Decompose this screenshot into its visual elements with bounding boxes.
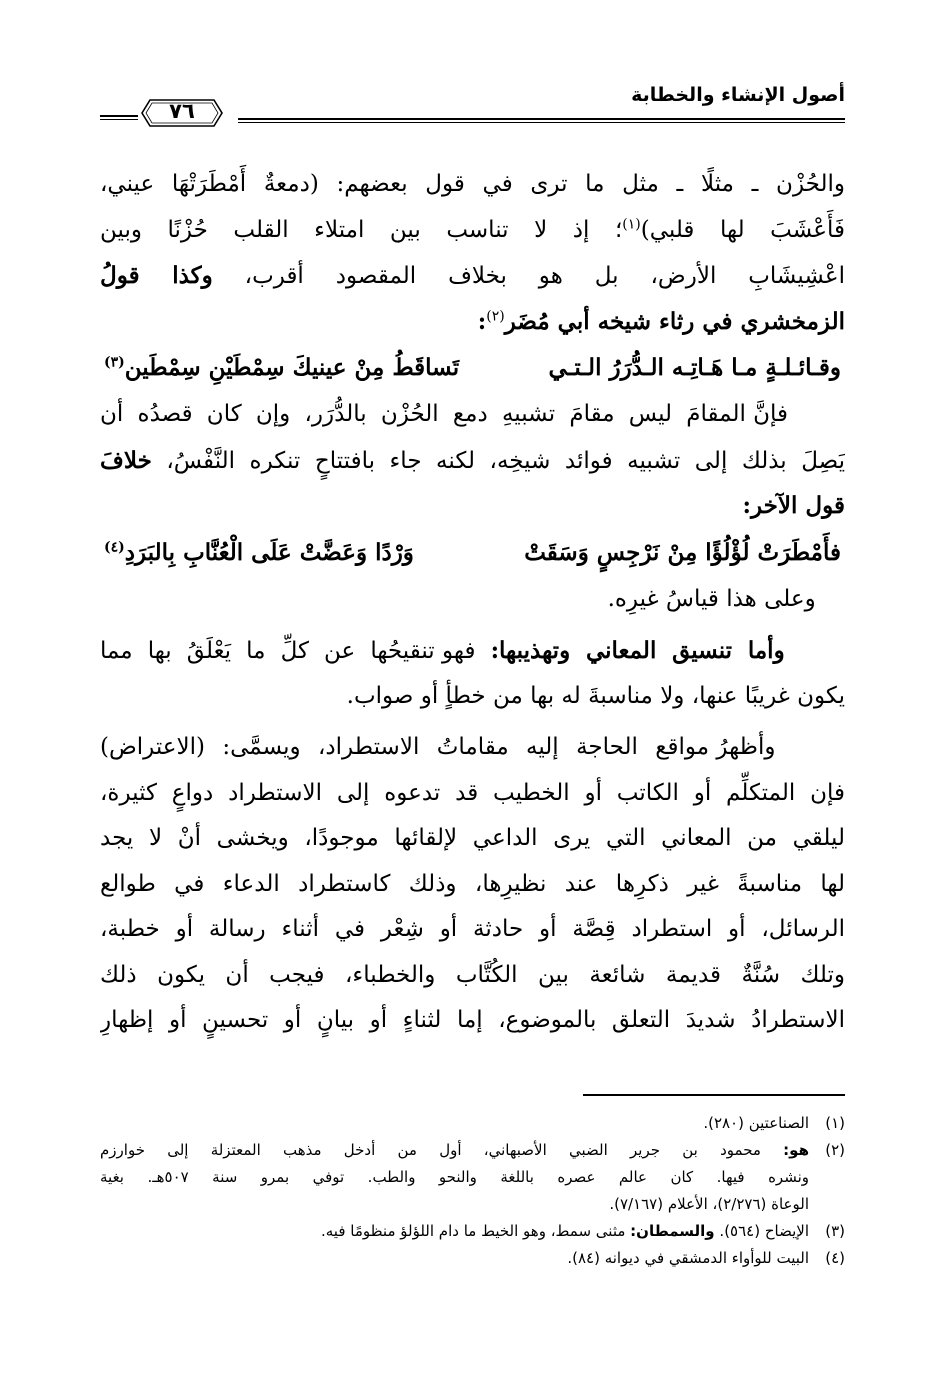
text-line: الزمخشري في رثاء شيخه أبي مُضَر$^{(٢)}$: bbox=[477, 307, 845, 335]
header-rule-left bbox=[100, 115, 138, 120]
verse-first-hemistich: وقـائـلـةٍ مـا هَـاتِـه الـدُّرَرُ الـتـي bbox=[548, 354, 841, 381]
text-line: والحُزْن ـ مثلًا ـ مثل ما ترى في قول بعضهم: (دمعةٌ أَمْطَرَتْهَا عيني، bbox=[100, 171, 845, 197]
running-title: أصول الإنشاء والخطابة bbox=[631, 84, 845, 106]
footnote-ref: (٣) bbox=[104, 354, 125, 371]
text-line: يَصِلَ بذلك إلى تشبيه فوائد شيخِه، لكنه جاء بافتتاحٍ تنكره النَّفْسُ، خلافَ bbox=[100, 446, 845, 474]
verse-second-hemistich: تَساقَطُ مِنْ عينيكَ سِمْطَيْنِ سِمْطَين$^{(٣)}$ bbox=[104, 354, 460, 381]
page-number: ٧٦ bbox=[169, 99, 195, 123]
footnote-2: (٢) هو: محمود بن جرير الضبي الأصبهاني، أول من أدخل مذهب المعتزلة إلى خوارزم ونشره فيها. كان عالم عصره باللغة والنحو والطب. توفي بمرو سنة ٥٠٧هـ. بغية الوعاة (٢/٢٧٦)، الأعلام (٧/١٦٧). bbox=[100, 1141, 845, 1213]
header-rule bbox=[238, 118, 845, 123]
text-line: لها مناسبةً غير ذكرِها عند نظيرِها، وذلك كاستطراد الدعاء في طوالع bbox=[100, 870, 845, 897]
text-line: فَأَعْشَبَ لها قلبي)$^{(١)}$؛ إذ لا تناسب بين امتلاء القلب حُزْنًا وبين bbox=[100, 215, 845, 243]
verse-line bbox=[100, 529, 845, 577]
text-line: وأظهرُ مواقع الحاجة إليه مقاماتُ الاستطراد، ويسمَّى: (الاعتراض) bbox=[100, 734, 776, 760]
footnote-ref: (٤) bbox=[104, 538, 125, 555]
text-line: وأما تنسيق المعاني وتهذيبها: فهو تنقيحُها عن كلِّ ما يَعْلَقُ بها مما bbox=[100, 637, 785, 664]
text-line: ليلقي من المعاني التي يرى الداعي لإلقائها موجودًا، ويخشى أنْ لا يجد bbox=[100, 825, 845, 851]
main-text bbox=[100, 162, 845, 1044]
page-number-badge bbox=[140, 96, 224, 130]
text-line: فإن المتكلِّم أو الكاتب أو الخطيب قد تدعوه إلى الاستطراد دواعٍ كثيرة، bbox=[100, 779, 845, 806]
text-line: قول الآخر: bbox=[742, 492, 845, 519]
footnote-ref: (١) bbox=[622, 215, 641, 232]
page-header bbox=[100, 78, 845, 130]
footnote-3: (٣) الإيضاح (٥٦٤). والسمطان: مثنى سمط، وهو الخيط ما دام اللؤلؤ منظومًا فيه. bbox=[321, 1222, 845, 1240]
footnote-separator bbox=[583, 1094, 845, 1096]
verse-second-hemistich: وَرْدًا وَعَضَّتْ عَلَى الْعُنَّابِ بِالبَرَدِ$^{(٤)}$ bbox=[104, 538, 414, 566]
text-line: يكون غريبًا عنها، ولا مناسبةَ له بها من خطأٍ أو صواب. bbox=[346, 682, 845, 709]
verse-first-hemistich: فأَمْطَرَتْ لُؤْلُؤًا مِنْ نَرْجِسٍ وَسَقَتْ bbox=[524, 538, 841, 566]
text-line: وتلك سُنَّةٌ قديمة شائعة بين الكُتَّاب والخطباء، فيجب أن يكون ذلك bbox=[100, 961, 845, 988]
text-line: الرسائل، أو استطراد قِصَّة أو حادثة أو شِعْر في أثناء رسالة أو خطبة، bbox=[100, 916, 845, 942]
footnote-ref: (٢) bbox=[486, 307, 505, 324]
text-line: اعْشِيشَابِ الأرض، بل هو بخلاف المقصود أقرب، وكذا قولُ bbox=[100, 262, 845, 289]
text-line: فإنَّ المقامَ ليس مقامَ تشبيهِ دمع الحُزْن بالدُّرَر، وإن كان قصدُه أن bbox=[100, 401, 789, 427]
footnote-1: (١) الصناعتين (٢٨٠). bbox=[703, 1114, 845, 1132]
footnote-4: (٤) البيت للوأواء الدمشقي في ديوانه (٨٤). bbox=[567, 1249, 845, 1267]
footnotes bbox=[100, 1110, 845, 1272]
verse-line bbox=[100, 344, 845, 392]
text-line: وعلى هذا قياسُ غيرِه. bbox=[607, 585, 816, 612]
text-line: الاستطرادُ شديدَ التعلق بالموضوع، إما لثناءٍ أو بيانٍ أو تحسينٍ أو إظهارِ bbox=[100, 1007, 845, 1033]
